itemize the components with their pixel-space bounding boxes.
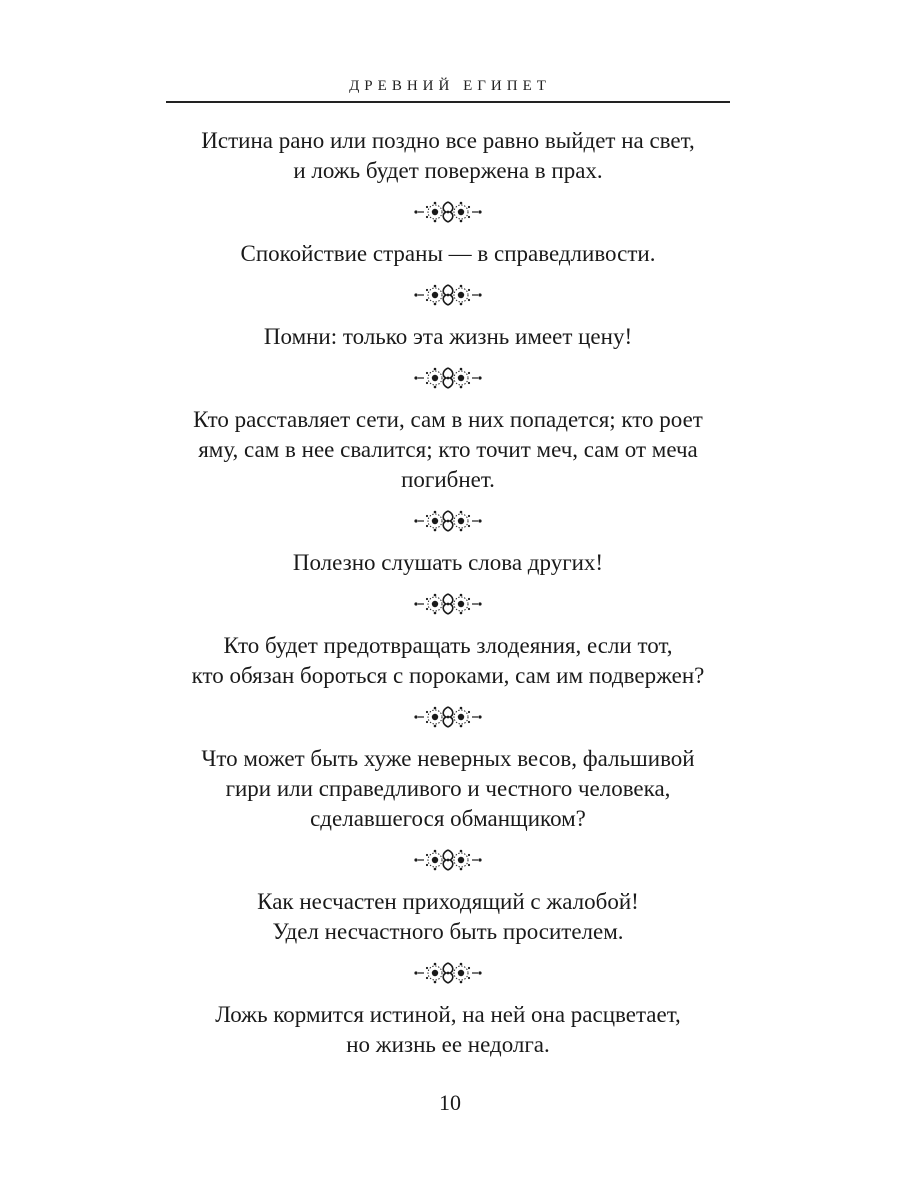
saying-line: Кто расставляет сети, сам в них попадется; кто роет [193, 407, 703, 432]
floral-ornament-icon [413, 506, 483, 536]
saying [166, 548, 730, 578]
floral-ornament-icon [413, 280, 483, 310]
floral-ornament-icon [413, 589, 483, 619]
saying-line: Кто будет предотвращать злодеяния, если тот, [223, 633, 673, 658]
saying [166, 239, 730, 269]
running-head: ДРЕВНИЙ ЕГИПЕТ [349, 78, 551, 94]
saying-line: гири или справедливого и честного человека, [225, 776, 671, 801]
saying [166, 1000, 730, 1060]
saying-line: Ложь кормится истиной, на ней она расцветает, [215, 1002, 681, 1027]
saying-line: Истина рано или поздно все равно выйдет на свет, [201, 128, 695, 153]
saying [166, 126, 730, 186]
saying [166, 631, 730, 691]
saying-line: погибнет. [401, 467, 495, 492]
saying-line: сделавшегося обманщиком? [310, 806, 586, 831]
saying-line: но жизнь ее недолга. [346, 1032, 550, 1057]
page-number: 10 [439, 1090, 461, 1115]
header-rule [166, 101, 730, 103]
floral-ornament-icon [413, 958, 483, 988]
saying-line: Удел несчастного быть просителем. [272, 919, 624, 944]
floral-ornament-icon [413, 702, 483, 732]
saying-line: Помни: только эта жизнь имеет цену! [263, 324, 633, 349]
saying-line: Как несчастен приходящий с жалобой! [257, 889, 639, 914]
floral-ornament-icon [413, 363, 483, 393]
saying-line: кто обязан бороться с пороками, сам им подвержен? [191, 663, 705, 688]
saying-line: Что может быть хуже неверных весов, фальшивой [201, 746, 695, 771]
floral-ornament-icon [413, 845, 483, 875]
floral-ornament-icon [413, 197, 483, 227]
body-text [166, 126, 730, 1060]
saying-line: Полезно слушать слова других! [292, 550, 604, 575]
saying-line: яму, сам в нее свалится; кто точит меч, сам от меча [198, 437, 698, 462]
saying [166, 887, 730, 947]
saying [166, 322, 730, 352]
saying [166, 405, 730, 495]
saying-line: и ложь будет повержена в прах. [293, 158, 603, 183]
saying [166, 744, 730, 834]
saying-line: Спокойствие страны — в справедливости. [240, 241, 656, 266]
